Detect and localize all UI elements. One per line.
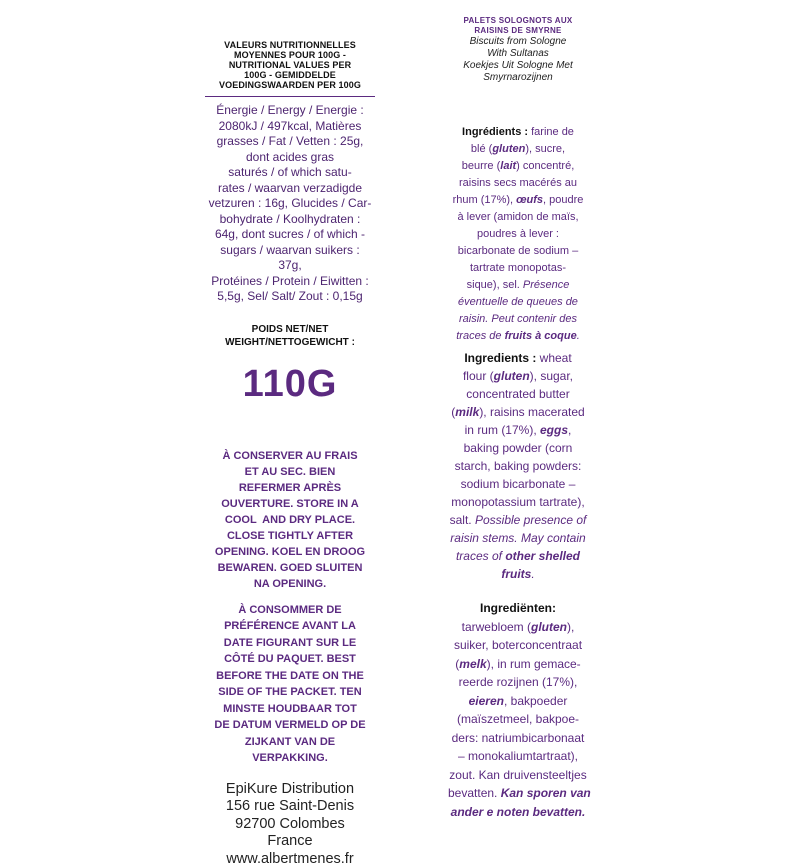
ingredients-label: Ingrédients : <box>462 126 528 138</box>
product-title: PALETS SOLOGNOTS AUX RAISINS DE SMYRNE <box>448 16 588 36</box>
website-link: www.albertmenes.fr <box>205 851 375 868</box>
net-weight-value: 110G <box>205 363 375 406</box>
product-subtitle: Biscuits from Sologne With Sultanas Koekjes Uit Sologne Met Smyrnarozijnen <box>448 36 588 84</box>
nutrition-title: VALEURS NUTRITIONNELLES MOYENNES POUR 100G - NUTRITIONAL VALUES PER 100G - GEMIDDELDE VOEDINGSWAARDEN PER 100G <box>205 40 375 90</box>
best-before-notice: À CONSOMMER DE PRÉFÉRENCE AVANT LA DATE FIGURANT SUR LE CÔTÉ DU PAQUET. BEST BEFORE THE DATE ON THE SIDE OF THE PACKET. TEN MINSTE HOUDBAAR TOT DE DATUM VERMELD OP DE ZIJKANT VAN DE VERPAKKING. <box>205 602 375 767</box>
left-column <box>205 40 375 868</box>
right-column <box>448 16 588 821</box>
distributor-address: EpiKure Distribution 156 rue Saint-Denis 92700 Colombes France www.albertmenes.fr <box>205 781 375 868</box>
storage-instructions: À CONSERVER AU FRAIS ET AU SEC. BIEN REFERMER APRÈS OUVERTURE. STORE IN A COOL AND DRY PLACE. CLOSE TIGHTLY AFTER OPENING. KOEL EN DROOG BEWAREN. GOED SLUITEN NA OPENING. <box>205 448 375 592</box>
ingredients-dutch: Ingrediënten: tarwebloem (gluten), suiker, boterconcentraat (melk), in rum gemace- reerde rozijnen (17%), eieren, bakpoeder (maïszetmeel, bakpoe- ders: natriumbicarbonaat – monokaliumtartraat), zout. Kan druivensteeltjes bevatten. Kan sporen van ander e noten bevatten. <box>448 599 588 821</box>
ingredients-french: Ingrédients : farine de blé (gluten), sucre, beurre (lait) concentré, raisins secs macérés au rhum (17%), œufs, poudre à lever (amidon de maïs, poudres à lever : bicarbonate de sodium – tartrate monopotas- sique), sel. Présence éventuelle de queues de raisin. Peut contenir des traces de fruits à coque. <box>448 124 588 345</box>
nutrition-values: Énergie / Energy / Energie : 2080kJ / 497kcal, Matières grasses / Fat / Vetten : 25g, dont acides gras saturés / of which satu- rates / waarvan verzadigde vetzuren : 16g, Glucides / Car- bohydrate / Koolhydraten : 64g, dont sucres / of which - sugars / waarvan suikers : 37g, Protéines / Protein / Eiwitten : 5,5g, Sel/ Salt/ Zout : 0,15g <box>205 96 375 305</box>
ingredients-label: Ingredients : <box>464 351 536 365</box>
ingredients-label: Ingrediënten: <box>480 601 556 615</box>
ingredients-english: Ingredients : wheat flour (gluten), sugar, concentrated butter (milk), raisins macerated in rum (17%), eggs, baking powder (corn starch, baking powders: sodium bicarbonate – monopotassium tartrate), salt. Possible presence of raisin stems. May contain traces of other shelled fruits. <box>448 349 588 583</box>
net-weight-title: POIDS NET/NET WEIGHT/NETTOGEWICHT : <box>205 323 375 349</box>
